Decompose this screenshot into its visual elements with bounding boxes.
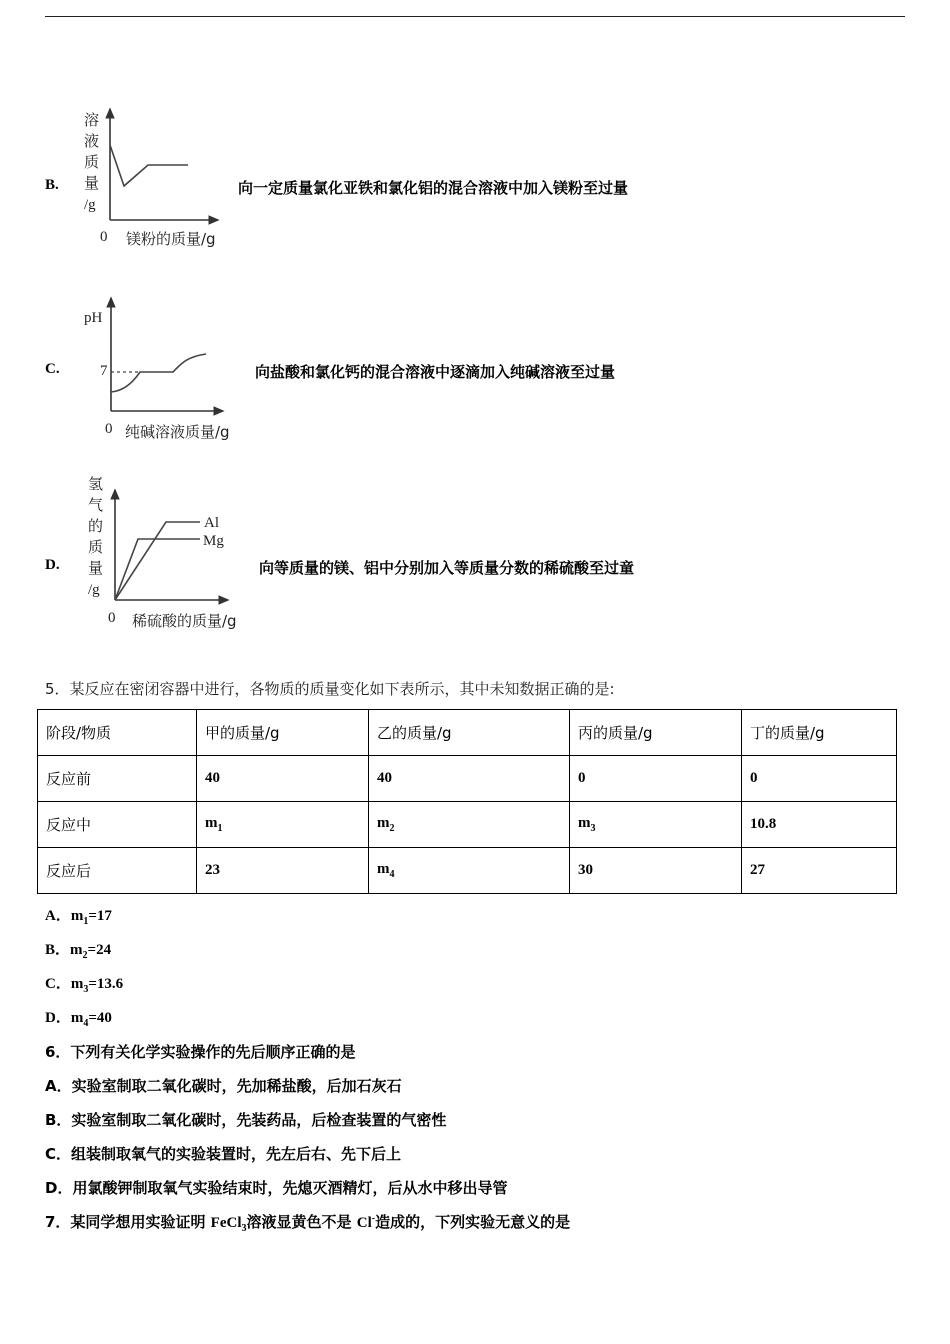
table-cell: 30 — [570, 848, 742, 894]
q5-answer-d: D．$m_4=40$ — [45, 1010, 112, 1029]
table-row — [38, 756, 897, 802]
table-cell: 10.8 — [742, 802, 897, 848]
q6-option-d: D．用氯酸钾制取氧气实验结束时，先熄灭酒精灯，后从水中移出导管 — [45, 1179, 508, 1197]
option-b-desc: 向一定质量氯化亚铁和氯化铝的混合溶液中加入镁粉至过量 — [238, 179, 629, 197]
table-row — [38, 848, 897, 894]
q6-stem: 6．下列有关化学实验操作的先后顺序正确的是 — [45, 1043, 356, 1061]
option-d-graph — [78, 470, 258, 635]
origin-label: 0 — [105, 421, 113, 437]
table-cell: 0 — [570, 756, 742, 802]
table-header: 丁的质量/g — [742, 710, 897, 756]
y-tick-7: 7 — [100, 363, 108, 379]
origin-label: 0 — [108, 610, 116, 626]
option-b-letter: B. — [45, 177, 59, 193]
q6-option-a: A．实验室制取二氧化碳时，先加稀盐酸，后加石灰石 — [45, 1077, 402, 1095]
table-header-row — [38, 710, 897, 756]
q7-stem: 7．某同学想用实验证明 FeCl$_3$溶液显黄色不是 Cl-造成的，下列实验无意义的是 — [45, 1213, 571, 1234]
x-label: 镁粉的质量/g — [126, 230, 216, 248]
q6-option-c: C．组装制取氧气的实验装置时，先左后右、先下后上 — [45, 1145, 402, 1163]
mass-curve — [110, 145, 188, 186]
table-header: 乙的质量/g — [369, 710, 570, 756]
q5-answer-c: C．$m_3=13.6$ — [45, 976, 124, 995]
table-cell: 40 — [369, 756, 570, 802]
x-label: 纯碱溶液质量/g — [125, 423, 230, 441]
y-label-2: 气 — [88, 496, 104, 514]
y-label-3: 的 — [88, 517, 104, 535]
table-cell: 0 — [742, 756, 897, 802]
y-label-1: 氢 — [88, 475, 104, 493]
series-al-label: Al — [204, 515, 219, 531]
y-label-3: 质 — [84, 153, 100, 171]
q5-answer-a: A．$m_1=17$ — [45, 908, 112, 927]
q5-table — [37, 709, 897, 894]
table-cell: $m_2$ — [369, 802, 570, 848]
option-d-desc: 向等质量的镁、铝中分别加入等质量分数的稀硫酸至过童 — [259, 559, 635, 577]
option-b-graph — [78, 105, 238, 250]
table-cell: 27 — [742, 848, 897, 894]
y-label-2: 液 — [84, 132, 100, 150]
table-cell: $m_3$ — [570, 802, 742, 848]
table-header: 甲的质量/g — [197, 710, 369, 756]
table-cell: 23 — [197, 848, 369, 894]
table-cell: 40 — [197, 756, 369, 802]
row-stage: 反应中 — [38, 802, 197, 848]
ph-curve — [111, 354, 206, 392]
table-cell: $m_1$ — [197, 802, 369, 848]
origin-label: 0 — [100, 229, 108, 245]
y-label: pH — [84, 310, 103, 326]
q6-option-b: B．实验室制取二氧化碳时，先装药品，后检查装置的气密性 — [45, 1111, 447, 1129]
mg-curve — [115, 539, 200, 600]
q5-answer-b: B．$m_2=24$ — [45, 942, 112, 961]
y-label-5: 量 — [88, 559, 104, 577]
option-c-graph — [78, 294, 253, 444]
option-d-letter: D. — [45, 557, 60, 573]
table-row — [38, 802, 897, 848]
top-rule — [45, 16, 905, 17]
row-stage: 反应后 — [38, 848, 197, 894]
option-c-letter: C. — [45, 361, 60, 377]
y-label-4: 量 — [84, 174, 100, 192]
y-label-6: /g — [88, 582, 100, 598]
series-mg-label: Mg — [203, 533, 224, 549]
option-c-desc: 向盐酸和氯化钙的混合溶液中逐滴加入纯碱溶液至过量 — [255, 363, 616, 381]
table-header: 阶段/物质 — [38, 710, 197, 756]
al-curve — [115, 522, 200, 600]
table-cell: $m_4$ — [369, 848, 570, 894]
y-label-1: 溶 — [84, 111, 100, 129]
y-label-4: 质 — [88, 538, 104, 556]
table-header: 丙的质量/g — [570, 710, 742, 756]
x-label: 稀硫酸的质量/g — [132, 612, 237, 630]
y-label-5: /g — [84, 197, 96, 213]
q5-stem: 5．某反应在密闭容器中进行，各物质的质量变化如下表所示，其中未知数据正确的是: — [45, 680, 615, 698]
row-stage: 反应前 — [38, 756, 197, 802]
